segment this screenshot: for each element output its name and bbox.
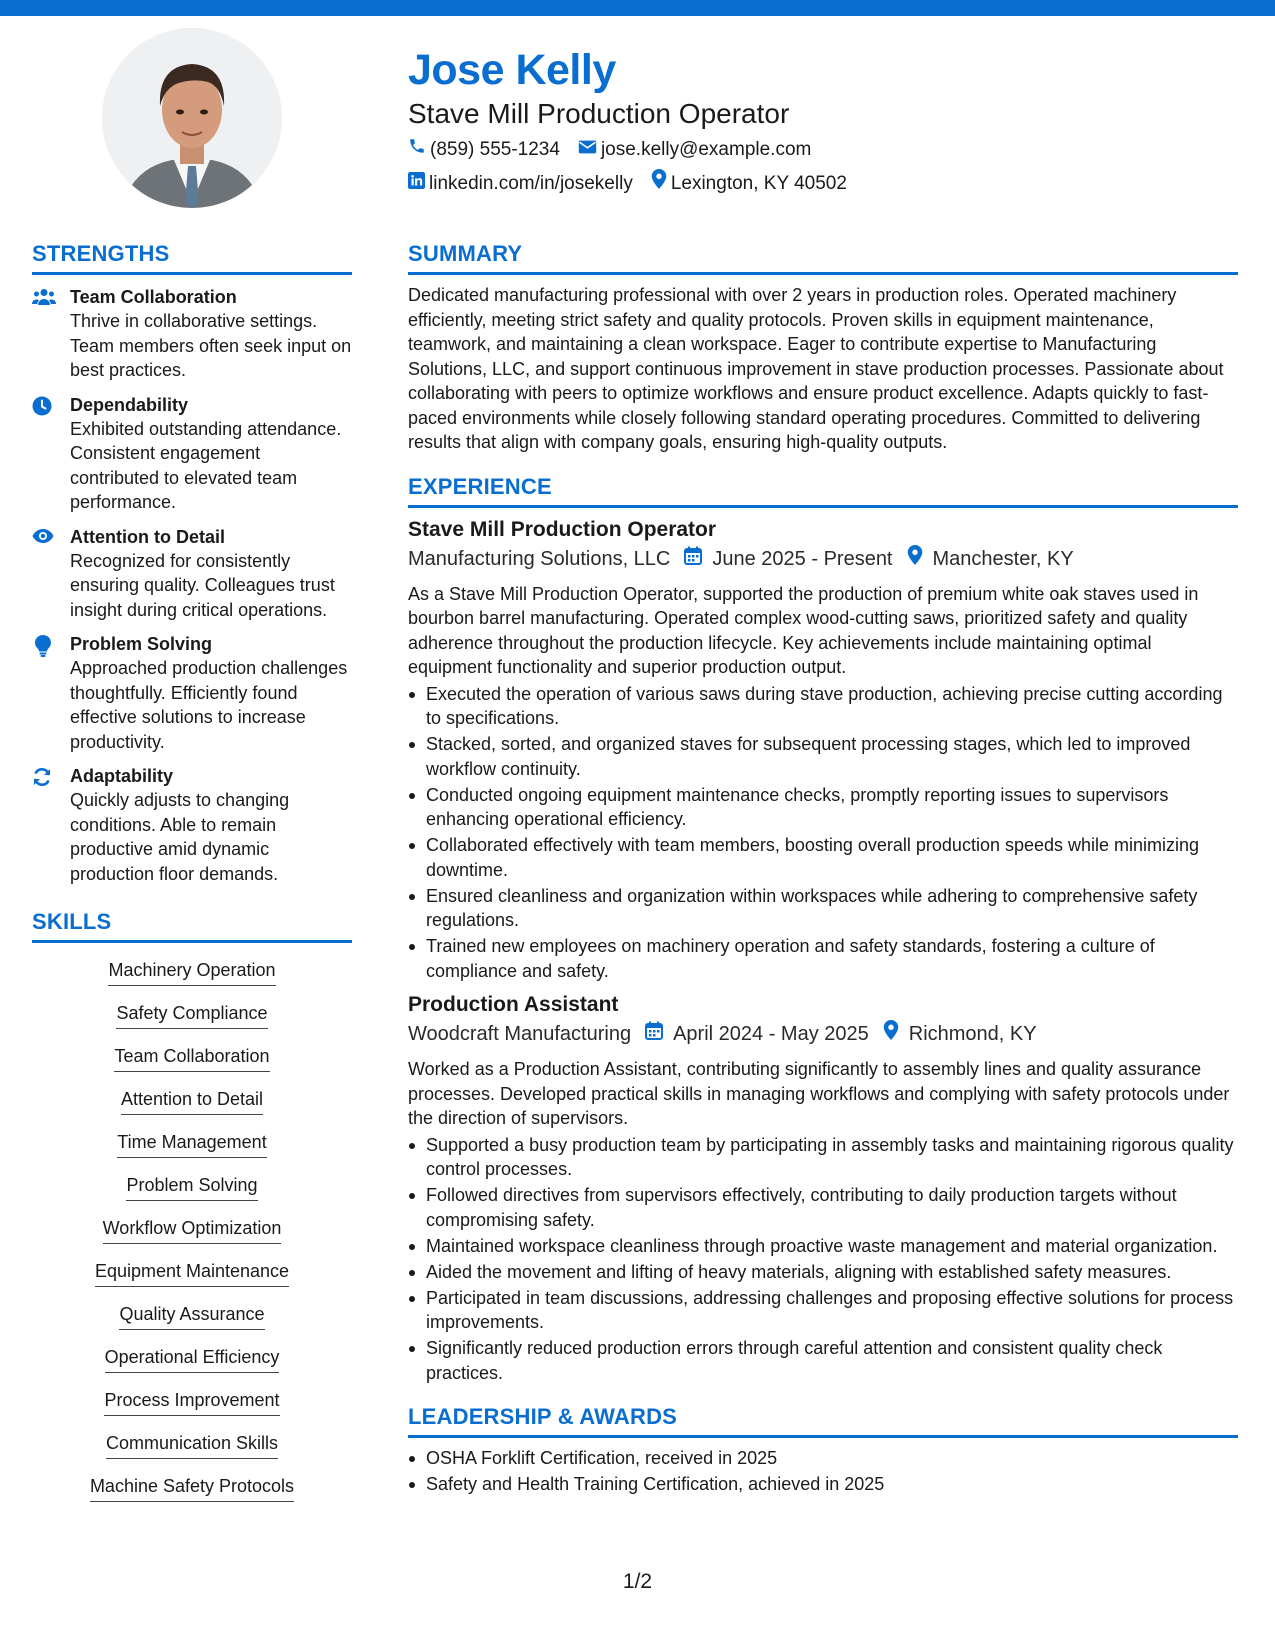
profile-photo	[102, 28, 282, 208]
phone-icon	[408, 134, 430, 166]
list-item: Significantly reduced production errors through careful attention and consistent quality check practices.	[408, 1336, 1238, 1385]
job-company: Manufacturing Solutions, LLC	[408, 547, 671, 570]
list-item: Followed directives from supervisors effectively, contributing to daily production targets without compromising safety.	[408, 1183, 1238, 1232]
email-link[interactable]: jose.kelly@example.com	[600, 139, 812, 160]
job-location: Manchester, KY	[932, 547, 1074, 570]
skill-item: Time Management	[117, 1129, 266, 1158]
skill-item: Safety Compliance	[116, 1000, 267, 1029]
list-item: Stacked, sorted, and organized staves for subsequent processing stages, which led to improved workflow continuity.	[408, 732, 1238, 781]
skill-item: Problem Solving	[126, 1172, 257, 1201]
resume-header	[408, 44, 1238, 200]
list-item: Supported a busy production team by participating in assembly tasks and maintaining rigorous quality control processes.	[408, 1133, 1238, 1182]
skill-item: Process Improvement	[104, 1387, 279, 1416]
linkedin-link[interactable]: linkedin.com/in/josekelly	[429, 173, 633, 194]
strength-title: Dependability	[70, 394, 189, 415]
job-dates: April 2024 - May 2025	[673, 1023, 869, 1045]
candidate-name: Jose Kelly	[408, 46, 616, 94]
list-item: Participated in team discussions, addressing challenges and proposing effective solutions for process improvements.	[408, 1286, 1238, 1335]
strength-item	[32, 764, 352, 886]
job-location: Richmond, KY	[908, 1023, 1037, 1045]
map-pin-icon	[907, 544, 933, 574]
skill-item: Operational Efficiency	[105, 1344, 280, 1373]
contact-email	[578, 134, 811, 166]
list-item: Maintained workspace cleanliness through proactive waste management and material organization.	[408, 1234, 1238, 1259]
skills-heading: SKILLS	[32, 908, 352, 943]
list-item: Safety and Health Training Certification, achieved in 2025	[408, 1472, 1238, 1497]
phone-text[interactable]: (859) 555-1234	[430, 139, 560, 160]
experience-heading: EXPERIENCE	[408, 473, 1238, 508]
skill-item: Team Collaboration	[114, 1043, 269, 1072]
list-item: Conducted ongoing equipment maintenance checks, promptly reporting issues to supervisors enhancing operational efficiency.	[408, 783, 1238, 832]
job-meta	[408, 544, 1238, 574]
map-pin-icon	[651, 168, 671, 200]
job-entry	[408, 516, 1238, 984]
list-item: Executed the operation of various saws during stave production, achieving precise cutting according to specifications.	[408, 682, 1238, 731]
job-description: As a Stave Mill Production Operator, supported the production of premium white oak staves used in bourbon barrel manufacturing. Operated complex wood-cutting saws, prioritized safety and quality adherence throughout the production lifecycle. Key achievements include maintaining optimal equipment functionality and superior production output.	[408, 583, 1199, 677]
list-item: Collaborated effectively with team members, boosting overall production speeds while minimizing downtime.	[408, 833, 1238, 882]
map-pin-icon	[883, 1019, 909, 1049]
skill-item: Equipment Maintenance	[95, 1258, 289, 1287]
list-item: OSHA Forklift Certification, received in 2025	[408, 1446, 1238, 1471]
location-text: Lexington, KY 40502	[670, 173, 847, 194]
job-title: Production Assistant	[408, 993, 619, 1016]
clock-icon	[32, 393, 70, 515]
skill-item: Quality Assurance	[119, 1301, 264, 1330]
list-item: Ensured cleanliness and organization within workspaces while adhering to comprehensive safety regulations.	[408, 884, 1238, 933]
calendar-icon	[684, 544, 712, 574]
lightbulb-icon	[32, 632, 70, 754]
users-icon	[32, 285, 70, 383]
list-item: Aided the movement and lifting of heavy materials, aligning with established safety measures.	[408, 1260, 1238, 1285]
strength-desc: Thrive in collaborative settings. Team members often seek input on best practices.	[70, 311, 352, 380]
strength-title: Problem Solving	[70, 634, 213, 654]
skill-item: Attention to Detail	[121, 1086, 263, 1115]
linkedin-icon	[408, 168, 429, 200]
job-company: Woodcraft Manufacturing	[408, 1023, 632, 1045]
strength-title: Attention to Detail	[70, 526, 225, 547]
envelope-icon	[578, 134, 601, 166]
right-column	[408, 240, 1238, 1498]
strength-desc: Quickly adjusts to changing conditions. Able to remain productive amid dynamic production floor demands.	[70, 790, 290, 884]
skill-item: Machinery Operation	[108, 957, 275, 986]
strength-desc: Recognized for consistently ensuring quality. Colleagues trust insight during critical operations.	[70, 550, 335, 620]
job-dates-group	[645, 1019, 869, 1049]
skill-item: Machine Safety Protocols	[90, 1473, 294, 1502]
awards-heading: LEADERSHIP & AWARDS	[408, 1403, 1238, 1438]
page-number: 1/2	[622, 1570, 653, 1593]
calendar-icon	[645, 1019, 673, 1049]
job-title: Stave Mill Production Operator	[408, 517, 717, 541]
contact-row-2	[408, 168, 1238, 200]
strengths-heading: STRENGTHS	[32, 240, 352, 275]
eye-icon	[32, 525, 70, 623]
awards-list	[408, 1446, 1238, 1497]
strength-item	[32, 632, 352, 754]
strength-item	[32, 393, 352, 515]
job-location-group	[883, 1019, 1037, 1049]
summary-text: Dedicated manufacturing professional with over 2 years in production roles. Operated machinery efficiently, meeting strict safety and quality protocols. Proven skills in equipment maintenance, teamwork, and maintaining a clean workspace. Eager to contribute expertise to Manufacturing Solutions, LLC, and support continuous improvement in stave production processes. Passionate about collaborating with peers to optimize workflows and ensure product excellence. Adapts quickly to fast-paced environments while closely following standard operating procedures. Committed to delivering results that align with company goals, ensuring high-quality outputs.	[408, 285, 1224, 452]
list-item: Trained new employees on machinery operation and safety standards, fostering a culture of compliance and safety.	[408, 934, 1238, 983]
contact-location	[651, 168, 847, 200]
strength-item	[32, 525, 352, 623]
contact-linkedin	[408, 168, 633, 200]
job-dates-group	[684, 544, 892, 574]
strength-item	[32, 285, 352, 383]
job-dates: June 2025 - Present	[712, 547, 893, 570]
contact-phone	[408, 134, 560, 166]
skills-list	[32, 957, 352, 1502]
strength-desc: Approached production challenges thoughtfully. Efficiently found effective solutions to increase productivity.	[70, 658, 348, 752]
job-meta	[408, 1019, 1238, 1049]
job-entry	[408, 991, 1238, 1385]
strength-desc: Exhibited outstanding attendance. Consistent engagement contributed to elevated team performance.	[70, 418, 342, 512]
job-location-group	[907, 544, 1074, 574]
contact-row-1	[408, 134, 1238, 166]
job-bullets	[408, 682, 1238, 984]
strength-title: Adaptability	[70, 766, 174, 786]
job-bullets	[408, 1133, 1238, 1386]
sync-icon	[32, 764, 70, 886]
strength-title: Team Collaboration	[70, 287, 237, 307]
candidate-title: Stave Mill Production Operator	[408, 98, 790, 129]
skill-item: Workflow Optimization	[103, 1215, 282, 1244]
skill-item: Communication Skills	[106, 1430, 278, 1459]
top-accent-bar	[0, 0, 1275, 16]
left-column	[32, 240, 352, 1516]
job-description: Worked as a Production Assistant, contributing significantly to assembly lines and quality assurance processes. Developed practical skills in managing workflows and complying with safety protocols under the direction of supervisors.	[408, 1059, 1230, 1128]
summary-heading: SUMMARY	[408, 240, 1238, 275]
